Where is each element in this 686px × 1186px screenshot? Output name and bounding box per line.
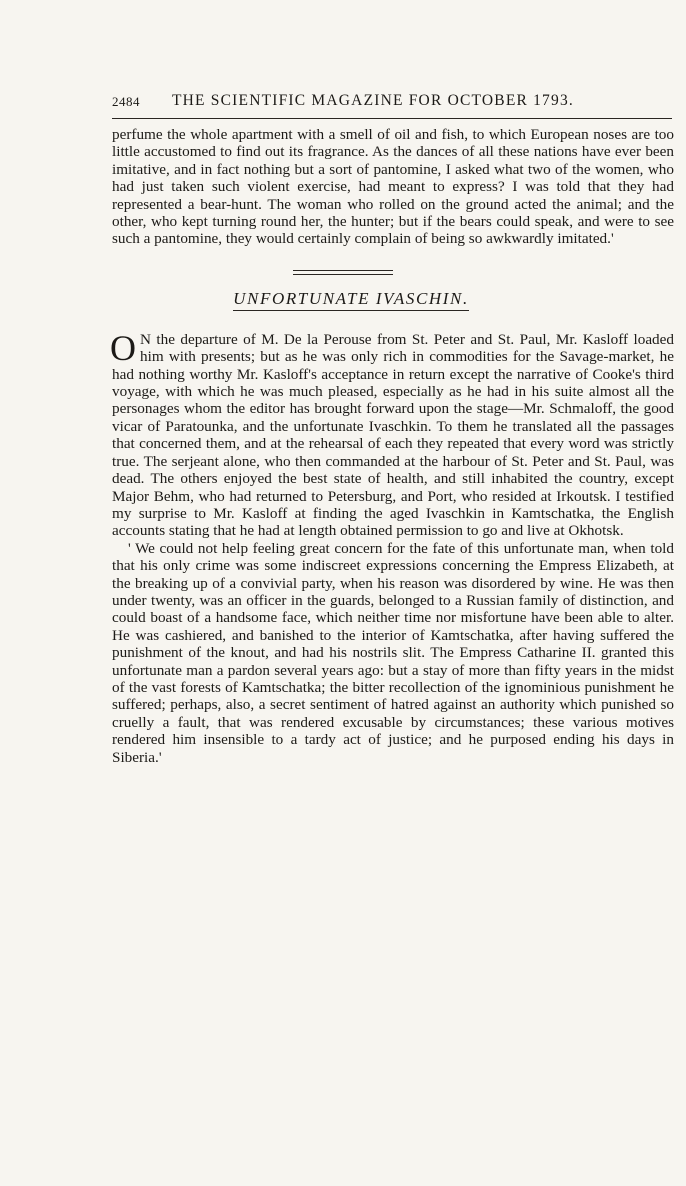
article-body [110,327,674,766]
article-paragraph-1 [110,327,674,540]
article-paragraph-2: ' We could not help feeling great concern for the fate of this unfortunate man, when told that his only crime was some indiscreet expressions concerning the Empress Elizabeth, at the breaking up of a convivial party, when his reason was disordered by wine. He was then under twenty, was an officer in the guards, belonged to a Russian family of distinction, and could boast of a handsome face, which neither time nor misfortune have been able to alter. He was cashiered, and banished to the interior of Kamtschatka, after having suffered the punishment of the knout, and had his nostrils slit. The Empress Catharine II. granted this unfortunate man a pardon several years ago: but a stay of more than fifty years in the midst of the vast forests of Kamtschatka; the bitter recollection of the ignominious punishment he suffered; perhaps, also, a secret sentiment of hatred against an authority which punished so cruelly a fault, that was rendered excusable by circumstances; these various motives rendered him insensible to a tardy act of justice; and he purposed ending his days in Siberia.' [112,539,674,766]
page-number: 2484 [112,94,140,109]
running-head [112,92,674,116]
section-ornament-rule [293,270,393,275]
header-rule [112,118,672,119]
running-head-title: THE SCIENTIFIC MAGAZINE FOR OCTOBER 1793. [172,92,574,109]
page [112,92,674,766]
drop-cap: O [110,327,136,368]
paragraph-1-text: N the departure of M. De la Perouse from St. Peter and St. Paul, Mr. Kasloff loaded him with presents; but as he was only rich in commodities for the Savage-market, he had nothing worthy Mr. Kasloff's acceptance in return except the narrative of Cooke's third voyage, with which he was much pleased, especially as he had in his suite almost all the personages whom the editor has brought forward upon the stage—Mr. Schmaloff, the good vicar of Paratounka, and the unfortunate Ivaschkin. To them he translated all the passages that concerned them, and at the rehearsal of each they repeated that every word was strictly true. The serjeant alone, who then commanded at the harbour of St. Peter and St. Paul, was dead. The others enjoyed the best state of health, and still inhabited the country, except Major Behm, who had returned to Petersburg, and Port, who resided at Irkoutsk. I testified my surprise to Mr. Kasloff at finding the aged Ivaschkin in Kamtschatka, the English accounts stating that he had at length obtained permission to go and live at Okhotsk. [112,330,674,540]
continued-paragraph: perfume the whole apartment with a smell of oil and fish, to which European noses are too little accustomed to find out its fragrance. As the dances of all these nations have ever been imitative, and in fact nothing but a sort of pantomine, I asked what two of the women, who had just taken such violent exercise, had meant to express? I was told that they had represented a bear-hunt. The woman who rolled on the ground acted the animal; and the other, who kept turning round her, the hunter; but if the bears could speak, and were to see such a pantomine, they would certainly complain of being so awkwardly imitated.' [112,126,674,248]
article-title-text: UNFORTUNATE IVASCHIN. [233,289,469,311]
article-title [70,289,632,309]
